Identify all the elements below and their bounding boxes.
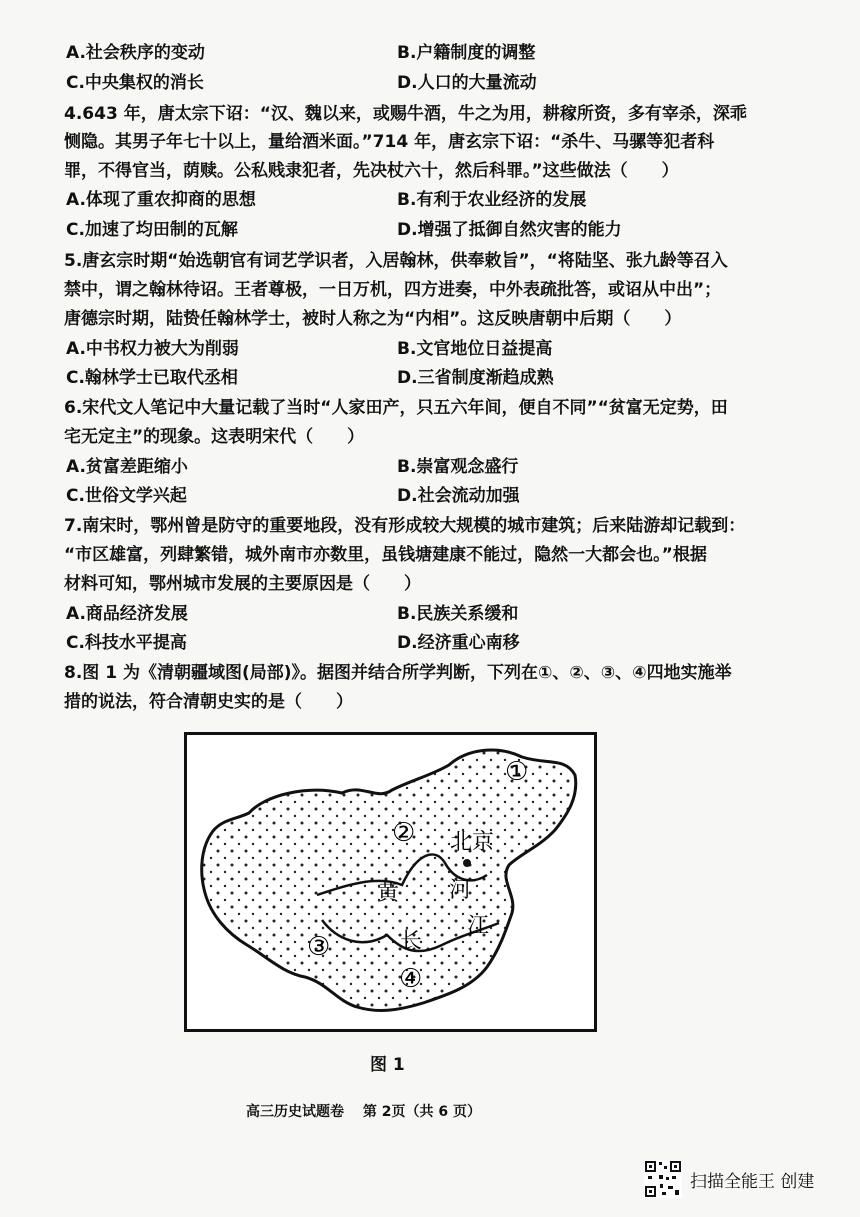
map-label-huang: 黄 [377, 881, 400, 906]
q4-option-d: D.增强了抵御自然灾害的能力 [397, 220, 622, 240]
q3-option-d: D.人口的大量流动 [397, 73, 537, 93]
q3-option-a: A.社会秩序的变动 [66, 43, 205, 63]
map-marker-3: ③ [307, 932, 331, 962]
q7-option-a: A.商品经济发展 [66, 604, 188, 624]
map-marker-4: ④ [399, 964, 423, 994]
q7-option-d: D.经济重心南移 [397, 633, 520, 653]
map-marker-1: ① [505, 757, 529, 787]
q5-stem-line1: 5.唐玄宗时期“始选朝官有词艺学识者，入居翰林，供奉敕旨”，“将陆坚、张九龄等召入 [64, 251, 728, 271]
camscanner-watermark [644, 1160, 814, 1198]
beijing-dot [463, 859, 471, 867]
q3-option-c: C.中央集权的消长 [66, 73, 204, 93]
q4-option-c: C.加速了均田制的瓦解 [66, 220, 238, 240]
q8-stem-line2: 措的说法，符合清朝史实的是（ ） [64, 692, 353, 712]
q7-stem-line3: 材料可知，鄂州城市发展的主要原因是（ ） [64, 574, 421, 594]
q4-option-a: A.体现了重农抑商的思想 [66, 190, 256, 210]
q6-option-a: A.贫富差距缩小 [66, 457, 188, 477]
q4-stem-line3: 罪，不得官当，荫赎。公私贱隶犯者，先决杖六十，然后科罪。”这些做法（ ） [64, 161, 679, 181]
q7-option-b: B.民族关系缓和 [397, 604, 519, 624]
q6-option-c: C.世俗文学兴起 [66, 486, 187, 506]
qing-territory-map [184, 732, 597, 1032]
q4-stem-line2: 恻隐。其男子年七十以上，量给酒米面。”714 年，唐玄宗下诏：“杀牛、马骡等犯者科 [64, 132, 715, 152]
q6-option-b: B.崇富观念盛行 [397, 457, 519, 477]
q4-stem-line1: 4.643 年，唐太宗下诏：“汉、魏以来，或赐牛酒，牛之为用，耕稼所资，多有宰杀，深乖 [64, 104, 747, 124]
q5-option-c: C.翰林学士已取代丞相 [66, 368, 238, 388]
map-marker-2: ② [392, 818, 416, 848]
map-label-chang: 长 [400, 929, 423, 954]
q8-stem-line1: 8.图 1 为《清朝疆域图(局部)》。据图并结合所学判断，下列在①、②、③、④四地实施举 [64, 663, 732, 683]
q5-stem-line3: 唐德宗时期，陆贽任翰林学士，被时人称之为“内相”。这反映唐朝中后期（ ） [64, 309, 682, 329]
q3-option-b: B.户籍制度的调整 [397, 43, 536, 63]
map-label-beijing: 北京 [450, 830, 495, 855]
q7-option-c: C.科技水平提高 [66, 633, 187, 653]
q7-stem-line1: 7.南宋时，鄂州曾是防守的重要地段，没有形成较大规模的城市建筑；后来陆游却记载到： [64, 516, 746, 536]
q6-stem-line1: 6.宋代文人笔记中大量记载了当时“人家田产，只五六年间，便自不同”“贫富无定势，田 [64, 398, 728, 418]
q6-option-d: D.社会流动加强 [397, 486, 520, 506]
footer-title: 高三历史试题卷 [246, 1104, 344, 1120]
footer-page-number: 第 2页（共 6 页） [362, 1104, 481, 1120]
q5-option-a: A.中书权力被大为削弱 [66, 339, 239, 359]
figure-caption: 图 1 [370, 1055, 405, 1075]
q5-stem-line2: 禁中，谓之翰林待诏。王者尊极，一日万机，四方进奏，中外表疏批答，或诏从中出”； [64, 280, 722, 300]
qr-code-icon [644, 1160, 682, 1198]
camscanner-text: 扫描全能王 创建 [690, 1171, 815, 1192]
map-label-jiang: 江 [467, 914, 490, 939]
map-svg [187, 735, 594, 1029]
q7-stem-line2: “市区雄富，列肆繁错，城外南市亦数里，虽钱塘建康不能过，隐然一大都会也。”根据 [64, 545, 707, 565]
q6-stem-line2: 宅无定主”的现象。这表明宋代（ ） [64, 427, 365, 447]
page-footer [246, 1101, 495, 1121]
q4-option-b: B.有利于农业经济的发展 [397, 190, 587, 210]
q5-option-b: B.文官地位日益提高 [397, 339, 553, 359]
map-label-he: 河 [449, 878, 472, 903]
q5-option-d: D.三省制度渐趋成熟 [397, 368, 554, 388]
